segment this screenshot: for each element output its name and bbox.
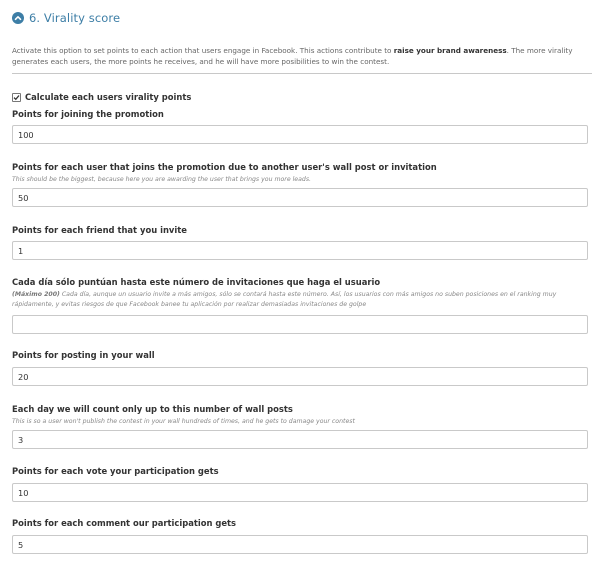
- field-label: Points for each comment our participation gets: [12, 518, 237, 528]
- field-label: Points for posting in your wall: [12, 350, 155, 360]
- field-hint-text: Cada día, aunque un usuario invite a más amigos, sólo se contará hasta este número. Así, los usuarios con más amigos no suben posiciones en el ranking muy rápidamente, y evitas riesgos de que Facebook banee tu aplicación por realizar demasiadas invitaciones de golpe: [12, 291, 557, 308]
- field-label: Each day we will count only up to this number of wall posts: [12, 404, 293, 414]
- virality-checkbox-row[interactable]: [12, 92, 191, 102]
- field-label: Points for each user that joins the promotion due to another user's wall post or invitation: [12, 162, 437, 172]
- field-hint-bold: (Máximo 200): [12, 291, 60, 298]
- divider: [12, 73, 592, 74]
- section-title[interactable]: 6. Virality score: [29, 11, 121, 25]
- daily-invite-limit-input[interactable]: [12, 315, 588, 334]
- field-comment-points: [12, 518, 588, 550]
- field-label: Cada día sólo puntúan hasta este número de invitaciones que haga el usuario: [12, 277, 381, 287]
- field-hint: [12, 290, 588, 310]
- chevron-up-circle-icon[interactable]: [12, 12, 24, 24]
- field-daily-invite-limit: [12, 277, 588, 310]
- invite-points-input[interactable]: 1: [12, 241, 588, 260]
- field-hint: This is so a user won't publish the contest in your wall hundreds of times, and he gets to damage your contest: [12, 418, 355, 425]
- field-label: Points for each vote your participation gets: [12, 466, 219, 476]
- field-daily-wall-post-limit: [12, 404, 588, 445]
- description-highlight: raise your brand awareness: [393, 46, 507, 55]
- wall-post-points-input[interactable]: 20: [12, 367, 588, 386]
- field-referral-points: [12, 162, 588, 203]
- join-points-input[interactable]: 100: [12, 125, 588, 144]
- check-icon: [13, 94, 20, 101]
- vote-points-input[interactable]: 10: [12, 483, 588, 502]
- comment-points-input[interactable]: 5: [12, 535, 588, 554]
- field-hint: This should be the biggest, because here you are awarding the user that brings you more leads.: [12, 176, 312, 183]
- section-description: [12, 45, 586, 67]
- description-text-end: . The more virality generates each users, the more points he receives, and he will have more posibilities to win the contest.: [12, 46, 573, 66]
- field-label: Points for each friend that you invite: [12, 225, 187, 235]
- field-vote-points: [12, 466, 588, 498]
- virality-checkbox[interactable]: [12, 93, 21, 102]
- field-join-points: [12, 109, 588, 140]
- field-invite-points: [12, 225, 588, 256]
- referral-points-input[interactable]: 50: [12, 188, 588, 207]
- field-wall-post-points: [12, 350, 588, 382]
- daily-wall-post-limit-input[interactable]: 3: [12, 430, 588, 449]
- description-text: Activate this option to set points to each action that users engage in Facebook. This actions contribute to: [12, 46, 394, 55]
- section-toggle[interactable]: [12, 9, 120, 27]
- field-label: Points for joining the promotion: [12, 109, 164, 119]
- virality-checkbox-label[interactable]: Calculate each users virality points: [25, 92, 192, 102]
